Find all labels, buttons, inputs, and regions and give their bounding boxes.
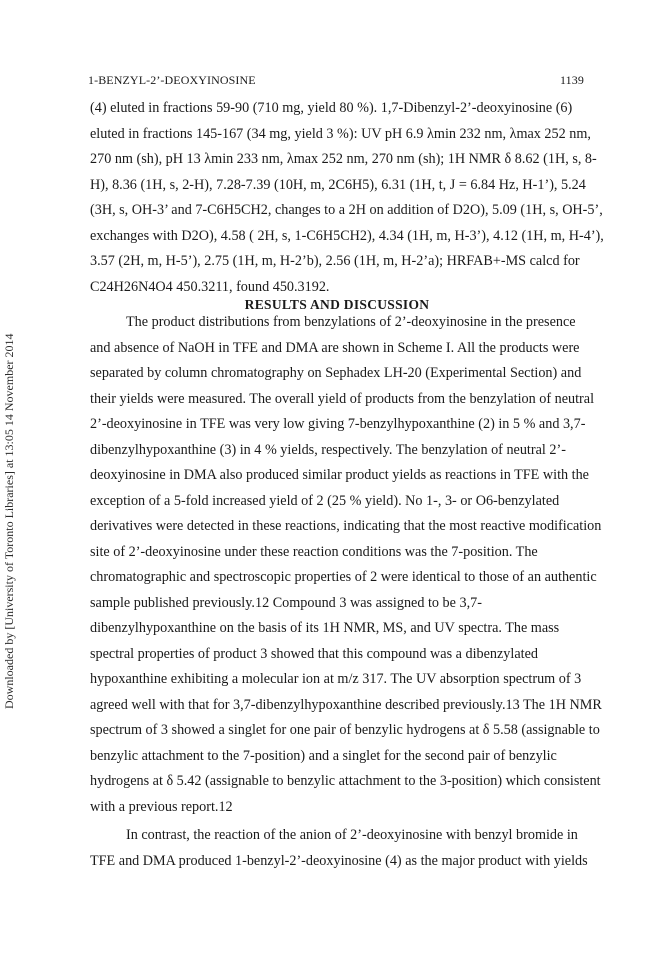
page-number: 1139	[560, 73, 584, 87]
results-paragraph	[90, 310, 602, 820]
text-line: and absence of NaOH in TFE and DMA are shown in Scheme I. All the products were	[90, 339, 580, 356]
text-line: chromatographic and spectroscopic properties of 2 were identical to those of an authentic	[90, 569, 597, 585]
text-line: eluted in fractions 145-167 (34 mg, yield 3 %): UV pH 6.9 λmin 232 nm, λmax 252 nm,	[90, 125, 591, 142]
text-line: 3.57 (2H, m, H-5’), 2.75 (1H, m, H-2’b), 2.56 (1H, m, H-2’a); HRFAB+-MS calcd for	[90, 253, 580, 269]
text-line: deoxyinosine in DMA also produced similar product yields as reactions in TFE with the	[90, 467, 589, 483]
text-line: C24H26N4O4 450.3211, found 450.3192.	[90, 278, 330, 295]
contrast-paragraph	[90, 823, 588, 874]
text-line: spectral properties of product 3 showed that this compound was a dibenzylated	[90, 645, 538, 662]
text-line: dibenzylhypoxanthine (3) in 4 % yields, respectively. The benzylation of neutral 2’-	[90, 441, 566, 458]
text-line: spectrum of 3 showed a singlet for one pair of benzylic hydrogens at δ 5.58 (assignable to	[90, 722, 600, 738]
text-line: hydrogens at δ 5.42 (assignable to benzylic attachment to the 3-position) which consistent	[90, 773, 601, 789]
text-line: (3H, s, OH-3’ and 7-C6H5CH2, changes to a 2H on addition of D2O), 5.09 (1H, s, OH-5’,	[90, 202, 603, 218]
text-line: H), 8.36 (1H, s, 2-H), 7.28-7.39 (10H, m, 2C6H5), 6.31 (1H, t, J = 6.84 Hz, H-1’), 5.24	[90, 176, 586, 193]
text-line: TFE and DMA produced 1-benzyl-2’-deoxyinosine (4) as the major product with yields	[90, 852, 588, 869]
download-watermark: Downloaded by [University of Toronto Libraries] at 13:05 14 November 2014	[2, 333, 16, 709]
text-line: dibenzylhypoxanthine on the basis of its 1H NMR, MS, and UV spectra. The mass	[90, 620, 560, 636]
text-line: benzylic attachment to the 7-position) and a singlet for the second pair of benzylic	[90, 747, 557, 764]
text-line: derivatives were detected in these reactions, indicating that the most reactive modification	[90, 518, 602, 534]
text-line: 2’-deoxyinosine in TFE was very low giving 7-benzylhypoxanthine (2) in 5 % and 3,7-	[90, 416, 586, 432]
text-line: with a previous report.12	[90, 798, 233, 815]
experimental-paragraph	[90, 96, 604, 300]
text-line: In contrast, the reaction of the anion of 2’-deoxyinosine with benzyl bromide in	[126, 827, 578, 843]
text-line: sample published previously.12 Compound 3 was assigned to be 3,7-	[90, 594, 482, 611]
text-line: exception of a 5-fold increased yield of 2 (25 % yield). No 1-, 3- or O6-benzylated	[90, 492, 560, 509]
text-line: their yields were measured. The overall yield of products from the benzylation of neutral	[90, 390, 595, 407]
text-line: 270 nm (sh), pH 13 λmin 233 nm, λmax 252 nm, 270 nm (sh); 1H NMR δ 8.62 (1H, s, 8-	[90, 151, 597, 167]
text-line: site of 2’-deoxyinosine under these reaction conditions was the 7-position. The	[90, 543, 538, 560]
text-line: agreed well with that for 3,7-dibenzylhypoxanthine described previously.13 The 1H NMR	[90, 696, 602, 713]
section-heading: RESULTS AND DISCUSSION	[244, 297, 430, 312]
text-line: hypoxanthine exhibiting a molecular ion at m/z 317. The UV absorption spectrum of 3	[90, 671, 582, 687]
text-line: separated by column chromatography on Sephadex LH-20 (Experimental Section) and	[90, 365, 582, 381]
text-line: exchanges with D2O), 4.58 ( 2H, s, 1-C6H5CH2), 4.34 (1H, m, H-3’), 4.12 (1H, m, H-4’),	[90, 227, 604, 244]
running-title: 1-BENZYL-2’-DEOXYINOSINE	[88, 73, 256, 87]
text-line: The product distributions from benzylations of 2’-deoxyinosine in the presence	[126, 314, 576, 330]
text-line: (4) eluted in fractions 59-90 (710 mg, yield 80 %). 1,7-Dibenzyl-2’-deoxyinosine (6)	[90, 100, 573, 116]
running-header	[88, 73, 584, 88]
